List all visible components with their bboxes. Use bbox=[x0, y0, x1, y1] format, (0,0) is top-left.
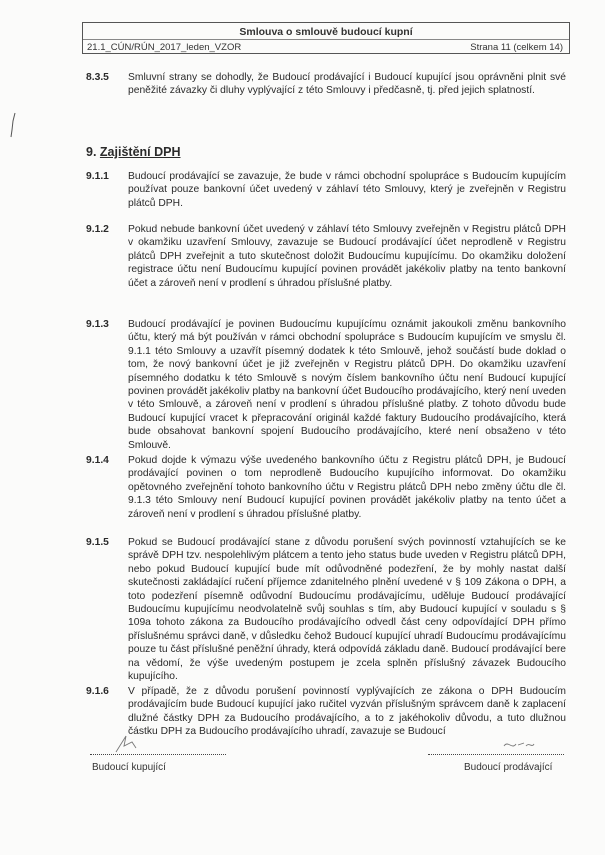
clause-9-1-6 bbox=[86, 685, 566, 739]
clause-9-1-4 bbox=[86, 454, 566, 521]
clause-text: Budoucí prodávající je povinen Budoucímu kupujícímu oznámit jakoukoli změnu bankovního účtu, který má být používán v rámci obchodní spolupráce s Budoucím kupujícím ve smyslu čl. 9.1.1 této Smlouvy a uzavřít písemný dodatek k této Smlouvě, jehož součástí bude doklad o tom, že nový bankovní účet je již zveřejněn v Registru plátců DPH. Do okamžiku uzavření písemného dodatku k této Smlouvě s novým číslem bankovního účtu není Budoucí kupující povinen provádět jakékoliv platby na bankovní účet Budoucího prodávajícího, který není uveden v této Smlouvě, a zároveň není v prodlení s úhradou příslušné platby. Z tohoto důvodu bude Budoucí kupující vracet k přepracování originál každé faktury Budoucího prodávajícího, která bude obsahovat bankovní spojení Budoucího prodávajícího, které není obsaženo v této Smlouvě. bbox=[128, 319, 566, 451]
section-number: 9. bbox=[86, 145, 97, 159]
clause-number: 9.1.5 bbox=[86, 537, 109, 548]
clause-text: Budoucí prodávající se zavazuje, že bude v rámci obchodní spolupráce s Budoucím kupujícím používat pouze bankovní účet uvedený v záhlaví této Smlouvy, který je zveřejněn v Registru plátců DPH. bbox=[128, 171, 566, 209]
section-title: Zajištění DPH bbox=[99, 145, 181, 159]
page-header bbox=[82, 22, 570, 54]
document-title: Smlouva o smlouvě budoucí kupní bbox=[239, 26, 413, 38]
clause-9-1-2 bbox=[86, 223, 566, 290]
clause-9-1-1 bbox=[86, 170, 566, 210]
clause-number: 9.1.4 bbox=[86, 455, 109, 466]
buyer-signature-label: Budoucí kupující bbox=[92, 762, 166, 773]
buyer-signature-line bbox=[90, 754, 226, 755]
clause-9-1-3 bbox=[86, 318, 566, 452]
clause-number: 9.1.6 bbox=[86, 686, 109, 697]
buyer-signature-mark bbox=[112, 730, 152, 754]
seller-signature-mark bbox=[502, 736, 536, 752]
clause-number: 9.1.3 bbox=[86, 319, 109, 330]
clause-text: Smluvní strany se dohodly, že Budoucí prodávající i Budoucí kupující jsou oprávněni plnit své peněžité závazky či dluhy vyplývající z této Smlouvy i předčasně, tj. před jejich splatností. bbox=[128, 72, 566, 97]
clause-9-1-5 bbox=[86, 536, 566, 683]
section-heading bbox=[86, 145, 181, 159]
clause-8-3-5 bbox=[86, 71, 566, 98]
clause-text: Pokud nebude bankovní účet uvedený v záhlaví této Smlouvy zveřejněn v Registru plátců DPH v okamžiku uzavření Smlouvy, zavazuje se Budoucí prodávající účet neprodleně v Registru plátců DPH zveřejnit a tuto skutečnost doložit Budoucímu kupujícímu. Do okamžiku doložení registrace účtu není Budoucímu kupující povinen provádět jakékoliv platby na tento bankovní účet a zároveň není v prodlení s úhradou příslušné platby. bbox=[128, 224, 566, 289]
clause-text: Pokud se Budoucí prodávající stane z důvodu porušení svých povinností vztahujících se ke správě DPH tzv. nespolehlivým plátcem a tento jeho status bude uveden v Registru plátců DPH, nebo pokud Budoucí kupující bude mít odůvodněné podezření, že by mohly nastat další skutečnosti zakládající ručení příjemce zdanitelného plnění uvedené v § 109 Zákona o DPH, a toto podezření písemně odůvodní Budoucímu prodávajícímu, uděluje Budoucí prodávající Budoucímu kupujícímu neodvolatelně svůj souhlas s tím, aby Budoucí kupující v souladu s § 109a tohoto zákona za Budoucího prodávajícího odvedl část ceny odpovídající DPH přímo příslušnému správci daně, v důsledku čehož Budoucí kupující uhradí Budoucímu prodávajícímu pouze tu část příslušné peněžní úhrady, která odpovídá základu daně. Budoucí prodávající bere na vědomí, že výše uvedeným postupem je zcela splněn příslušný závazek Budoucího kupujícího. bbox=[128, 537, 566, 683]
clause-number: 8.3.5 bbox=[86, 72, 109, 83]
clause-number: 9.1.1 bbox=[86, 171, 109, 182]
seller-signature-label: Budoucí prodávající bbox=[464, 762, 553, 773]
seller-signature-line bbox=[428, 754, 564, 755]
clause-number: 9.1.2 bbox=[86, 224, 109, 235]
clause-text: Pokud dojde k výmazu výše uvedeného bankovního účtu z Registru plátců DPH, je Budoucí prodávající povinen o tom neprodleně Budoucího kupujícího informovat. Do okamžiku opětovného zveřejnění tohoto bankovního účtu v Registru plátců DPH nebo změny účtu dle čl. 9.1.3 této Smlouvy není Budoucí kupující povinen provádět jakékoliv platby na tento účet a zároveň není v prodlení s úhradou příslušné platby. bbox=[128, 455, 566, 520]
page-number: Strana 11 (celkem 14) bbox=[470, 42, 563, 53]
clause-text: V případě, že z důvodu porušení povinností vyplývajících ze zákona o DPH Budoucím prodávajícím bude Budoucí kupující jako ručitel vyzván příslušným správcem daně k zaplacení dlužné částky DPH za Budoucího prodávajícího, a to z jakéhokoliv důvodu, a tuto dlužnou částku DPH za Budoucího prodávajícího uhradí, zavazuje se Budoucí bbox=[128, 686, 566, 738]
header-divider bbox=[83, 39, 569, 40]
document-reference: 21.1_CÚN/RÚN_2017_leden_VZOR bbox=[87, 42, 242, 53]
margin-handwritten-mark bbox=[8, 112, 18, 138]
